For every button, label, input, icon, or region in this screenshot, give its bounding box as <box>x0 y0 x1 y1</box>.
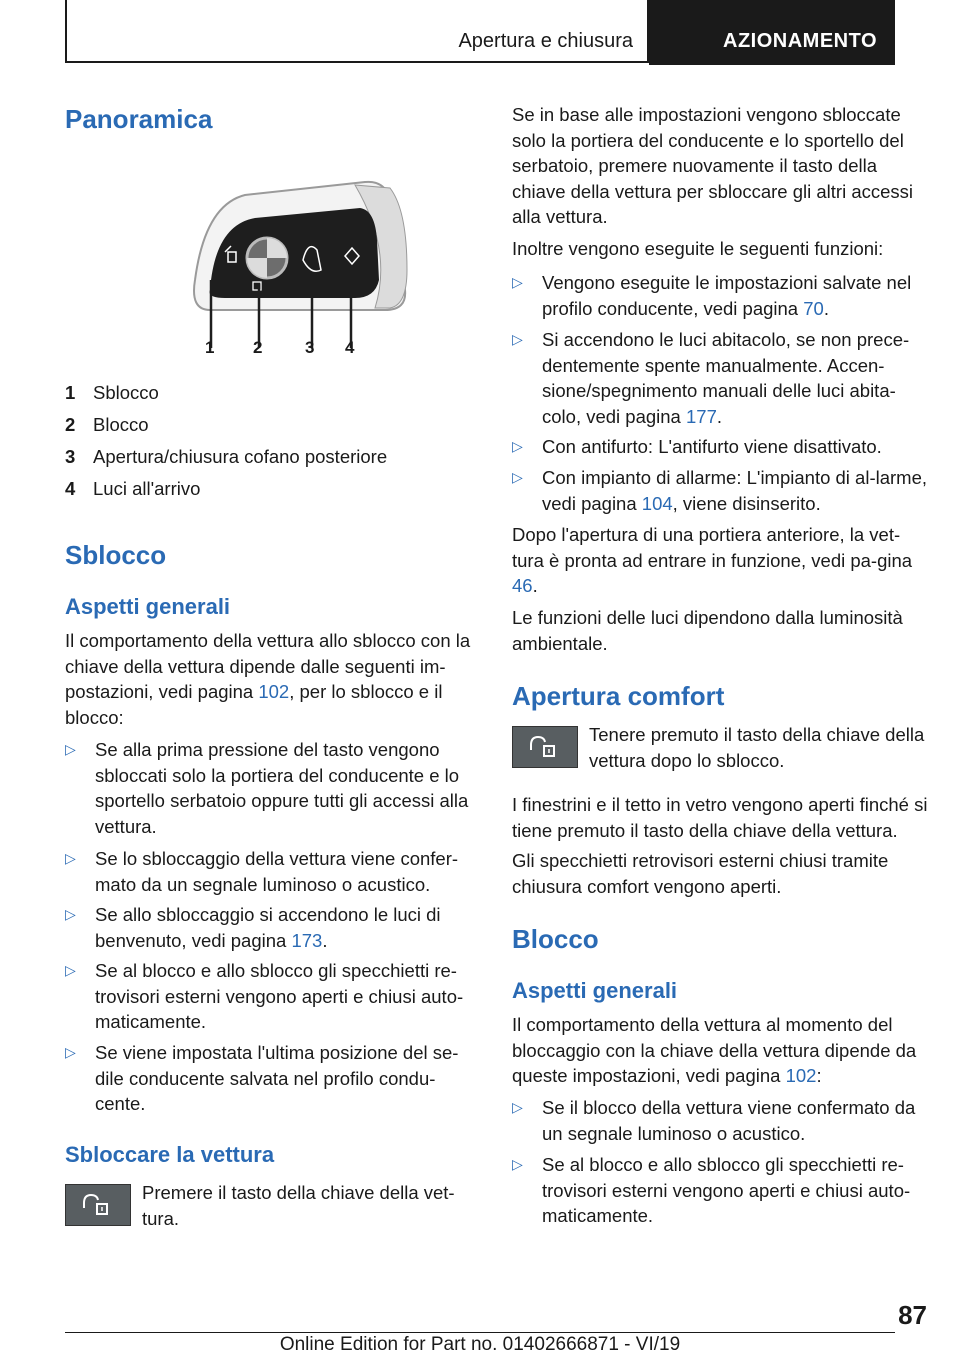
car-key-illustration <box>185 180 415 360</box>
list-item: ▷ Se al blocco e allo sblocco gli specchietti re-trovisori esterni vengono aperti e chiusi auto-maticamente. <box>65 960 464 1032</box>
page-number: 87 <box>898 1300 927 1330</box>
list-item: ▷ Si accendono le luci abitacolo, se non prece-dentemente spente manualmente. Accen-sione/spegnimento manuali delle luci abita-colo, vedi pagina 177. <box>512 329 910 427</box>
footer-edition: Online Edition for Part no. 01402666871 - VI/19 <box>279 1334 681 1355</box>
paragraph: Il comportamento della vettura al momento del bloccaggio con la chiave della vettura dipende da queste impostazioni, vedi pagina 102: <box>512 1014 917 1086</box>
figure-callout-1: 1 <box>205 338 215 357</box>
page-link[interactable]: 70 <box>803 297 824 319</box>
heading-aspetti-generali: Aspetti generali <box>512 978 678 1003</box>
heading-panoramica: Panoramica <box>65 104 213 134</box>
figure-callout-3: 3 <box>305 338 315 357</box>
unlock-button-image <box>65 1184 131 1226</box>
figure-callout-4: 4 <box>345 338 355 357</box>
list-item: ▷ Se viene impostata l'ultima posizione del se-dile conducente salvata nel profilo condu-cente. <box>65 1042 459 1114</box>
list-item: ▷ Se al blocco e allo sblocco gli specchietti re-trovisori esterni vengono aperti e chiusi auto-maticamente. <box>512 1154 911 1226</box>
page-link[interactable]: 177 <box>686 405 717 427</box>
bullet-triangle-icon: ▷ <box>512 274 523 290</box>
bullet-triangle-icon: ▷ <box>512 469 523 485</box>
chapter-title: Apertura e chiusura <box>458 30 633 52</box>
list-item: ▷ Con antifurto: L'antifurto viene disattivato. <box>512 434 927 460</box>
list-item: ▷ Se il blocco della vettura viene confermato da un segnale luminoso o acustico. <box>512 1097 916 1144</box>
hand-pointer-icon <box>895 28 921 54</box>
bullet-triangle-icon: ▷ <box>512 1099 523 1115</box>
header-chapter-box <box>65 0 649 63</box>
bullet-triangle-icon: ▷ <box>65 962 76 978</box>
page-link[interactable]: 102 <box>258 681 290 702</box>
list-item: ▷ Se alla prima pressione del tasto vengono sbloccati solo la portiera del conducente e lo sportello serbatoio oppure tutti gli accessi alla vettura. <box>65 739 469 837</box>
paragraph: Le funzioni delle luci dipendono dalla luminosità ambientale. <box>512 607 903 654</box>
list-item: ▷ Se lo sbloccaggio della vettura viene confer-mato da un segnale luminoso o acustico. <box>65 848 459 895</box>
heading-sbloccare-vettura: Sbloccare la vettura <box>65 1142 275 1167</box>
footer-rule <box>65 1332 895 1333</box>
comfort-text: Tenere premuto il tasto della chiave della vettura dopo lo sblocco. <box>589 724 925 771</box>
legend-item: 3 Apertura/chiusura cofano posteriore <box>65 446 388 467</box>
bullet-triangle-icon: ▷ <box>512 1156 523 1172</box>
figure-callout-2: 2 <box>253 338 263 357</box>
header-section-tab <box>649 0 895 65</box>
page-link[interactable]: 104 <box>641 492 673 514</box>
heading-blocco: Blocco <box>512 924 599 954</box>
bullet-triangle-icon: ▷ <box>65 741 76 757</box>
legend-item: 1 Sblocco <box>65 382 159 403</box>
section-label: AZIONAMENTO <box>723 30 878 52</box>
intro-paragraph: Il comportamento della vettura allo sblocco con la chiave della vettura dipende dalle seguenti im-postazioni, vedi pagina 102, per lo sblocco e il blocco: <box>65 630 471 728</box>
page-link[interactable]: 46 <box>512 575 533 596</box>
bullet-triangle-icon: ▷ <box>65 906 76 922</box>
heading-aspetti-generali: Aspetti generali <box>65 594 231 619</box>
legend-item: 4 Luci all'arrivo <box>65 478 201 499</box>
list-item: ▷ Con impianto di allarme: L'impianto di al-larme, vedi pagina 104, viene disinserito. <box>512 467 928 514</box>
legend-item: 2 Blocco <box>65 414 149 435</box>
paragraph: Gli specchietti retrovisori esterni chiusi tramite chiusura comfort vengono aperti. <box>512 850 889 897</box>
paragraph: Dopo l'apertura di una portiera anteriore, la vet-tura è pronta ad entrare in funzione, vedi pa-gina 46. <box>512 524 913 596</box>
list-item: ▷ Se allo sbloccaggio si accendono le luci di benvenuto, vedi pagina 173. <box>65 904 441 951</box>
paragraph: Se in base alle impostazioni vengono sbloccate solo la portiera del conducente e lo sportello del serbatoio, premere nuovamente il tasto della chiave della vettura per sbloccare gli altri accessi alla vettura. <box>512 104 914 227</box>
page-link[interactable]: 173 <box>291 929 323 951</box>
bullet-triangle-icon: ▷ <box>65 1044 76 1060</box>
bullet-triangle-icon: ▷ <box>512 331 523 347</box>
sbloccare-text: Premere il tasto della chiave della vet-tura. <box>142 1182 455 1229</box>
unlock-button-image <box>512 726 578 768</box>
list-item: ▷ Vengono eseguite le impostazioni salvate nel profilo conducente, vedi pagina 70. <box>512 272 912 319</box>
unlock-icon <box>513 727 577 767</box>
bullet-triangle-icon: ▷ <box>512 438 523 454</box>
page-link[interactable]: 102 <box>785 1065 817 1086</box>
heading-sblocco: Sblocco <box>65 540 167 570</box>
bullet-triangle-icon: ▷ <box>65 850 76 866</box>
unlock-icon <box>66 1185 130 1225</box>
heading-apertura-comfort: Apertura comfort <box>512 681 725 711</box>
paragraph: Inoltre vengono eseguite le seguenti funzioni: <box>512 238 884 259</box>
paragraph: I finestrini e il tetto in vetro vengono aperti finché si tiene premuto il tasto della chiave della vettura. <box>512 794 928 841</box>
